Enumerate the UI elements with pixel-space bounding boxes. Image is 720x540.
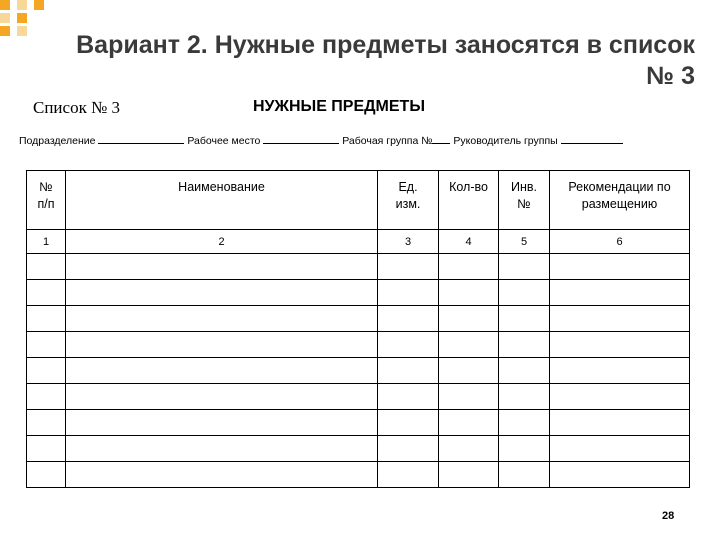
page-number: 28 — [662, 510, 675, 522]
work-group-label: Рабочая группа № — [342, 135, 433, 147]
column-number: 6 — [550, 230, 690, 254]
table-row — [27, 254, 690, 280]
work-group-blank — [432, 134, 450, 144]
table-row — [27, 280, 690, 306]
group-leader-blank — [561, 134, 623, 144]
table-row — [27, 410, 690, 436]
table-row — [27, 306, 690, 332]
header-name: Наименование — [66, 171, 378, 230]
header-number: № п/п — [27, 171, 66, 230]
column-number-row — [27, 230, 690, 254]
column-number: 4 — [439, 230, 499, 254]
table-row — [27, 436, 690, 462]
header-inventory: Инв. № — [499, 171, 550, 230]
items-table — [26, 170, 690, 488]
list-label: Список № 3 — [33, 98, 121, 117]
needed-items-heading: НУЖНЫЕ ПРЕДМЕТЫ — [253, 98, 425, 115]
column-number: 5 — [499, 230, 550, 254]
group-leader-label: Руководитель группы — [453, 135, 558, 147]
workplace-blank — [263, 134, 339, 144]
column-number: 3 — [378, 230, 439, 254]
department-blank — [98, 134, 184, 144]
table-row — [27, 462, 690, 488]
table-row — [27, 332, 690, 358]
table-header-row — [27, 171, 690, 230]
slide-title: Вариант 2. Нужные предметы заносятся в список № 3 — [76, 31, 695, 90]
header-recommendations: Рекомендации по размещению — [550, 171, 690, 230]
table-row — [27, 384, 690, 410]
header-unit: Ед. изм. — [378, 171, 439, 230]
header-quantity: Кол-во — [439, 171, 499, 230]
form-fields-line — [19, 134, 623, 147]
table-row — [27, 358, 690, 384]
workplace-label: Рабочее место — [187, 135, 261, 147]
department-label: Подразделение — [19, 135, 96, 147]
column-number: 1 — [27, 230, 66, 254]
column-number: 2 — [66, 230, 378, 254]
